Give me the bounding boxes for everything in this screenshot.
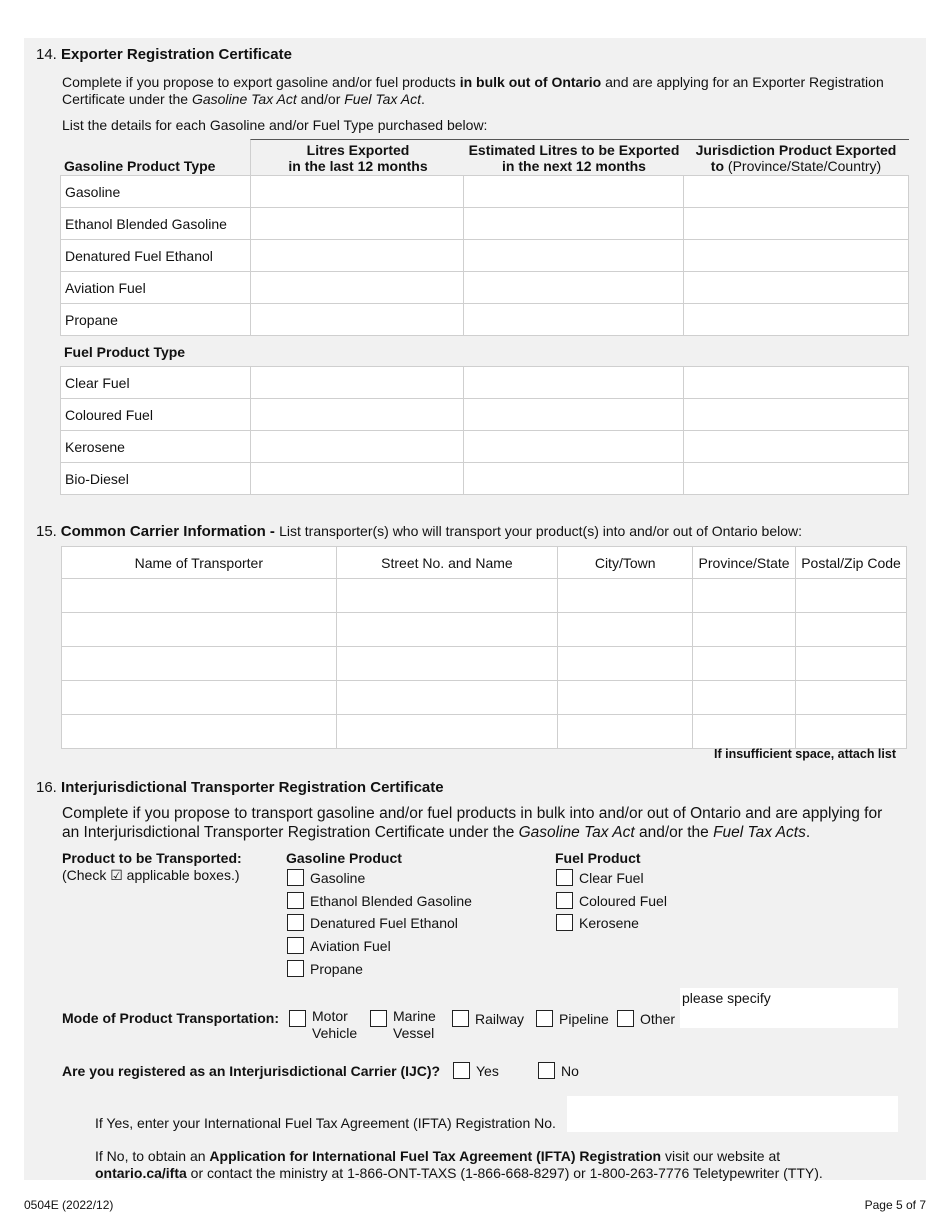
checkbox-coloured-fuel[interactable]: Coloured Fuel xyxy=(556,892,667,909)
estimated-litres-input[interactable] xyxy=(464,208,684,240)
jurisdiction-input[interactable] xyxy=(684,367,909,399)
estimated-litres-input[interactable] xyxy=(464,240,684,272)
col-header-jurisdiction: Jurisdiction Product Exported to (Province/State/Country) xyxy=(695,142,897,174)
checkbox-denatured-fuel-ethanol[interactable]: Denatured Fuel Ethanol xyxy=(287,914,458,931)
table-row xyxy=(62,681,907,715)
fuel-product-table xyxy=(60,366,909,495)
section-16-intro: Complete if you propose to transport gasoline and/or fuel products in bulk into and/or out of Ontario and are applying for an Interjurisdictional Transporter Registration Certificate under the Gasoline Tax Act and/or the Fuel Tax Acts. xyxy=(62,805,883,841)
table-row xyxy=(61,463,909,495)
please-specify-label: please specify xyxy=(682,990,771,1006)
province-input[interactable] xyxy=(693,579,796,613)
checkbox-box[interactable] xyxy=(536,1010,553,1027)
if-no-instructions: If No, to obtain an Application for International Fuel Tax Agreement (IFTA) Registration visit our website at ontario.ca/ifta or contact the ministry at 1-866-ONT-TAXS (1-866-668-8297) or 1-800-263-7776 Teletypewriter (TTY). xyxy=(95,1148,823,1181)
page-number: Page 5 of 7 xyxy=(864,1198,926,1212)
street-input[interactable] xyxy=(336,647,558,681)
province-input[interactable] xyxy=(693,681,796,715)
estimated-litres-input[interactable] xyxy=(464,176,684,208)
row-label-aviation-fuel: Aviation Fuel xyxy=(61,272,251,304)
checkbox-box[interactable] xyxy=(289,1010,306,1027)
checkbox-box[interactable] xyxy=(556,869,573,886)
ijc-question: Are you registered as an Interjurisdictional Carrier (IJC)? xyxy=(62,1063,441,1079)
estimated-litres-input[interactable] xyxy=(464,399,684,431)
fuel-product-heading: Fuel Product xyxy=(555,850,641,866)
table-row xyxy=(62,647,907,681)
litres-exported-input[interactable] xyxy=(251,240,464,272)
checkbox-ijc-no[interactable]: No xyxy=(538,1062,579,1079)
street-input[interactable] xyxy=(336,613,558,647)
city-input[interactable] xyxy=(558,681,693,715)
col-header-postal: Postal/Zip Code xyxy=(796,547,907,579)
litres-exported-input[interactable] xyxy=(251,463,464,495)
jurisdiction-input[interactable] xyxy=(684,208,909,240)
litres-exported-input[interactable] xyxy=(251,272,464,304)
checkbox-other[interactable]: Other xyxy=(617,1010,675,1027)
col-header-transporter-name: Name of Transporter xyxy=(62,547,337,579)
jurisdiction-input[interactable] xyxy=(684,431,909,463)
transporter-name-input[interactable] xyxy=(62,681,337,715)
checkbox-box[interactable] xyxy=(287,960,304,977)
checkbox-box[interactable] xyxy=(287,869,304,886)
checkbox-box[interactable] xyxy=(556,892,573,909)
table-row xyxy=(61,272,909,304)
jurisdiction-input[interactable] xyxy=(684,272,909,304)
litres-exported-input[interactable] xyxy=(251,208,464,240)
checkbox-box[interactable] xyxy=(287,892,304,909)
product-to-transport-label: Product to be Transported: (Check ☑ applicable boxes.) xyxy=(62,850,242,883)
street-input[interactable] xyxy=(336,715,558,749)
transporter-name-input[interactable] xyxy=(62,613,337,647)
litres-exported-input[interactable] xyxy=(251,367,464,399)
checkbox-pipeline[interactable]: Pipeline xyxy=(536,1010,609,1027)
checkbox-kerosene[interactable]: Kerosene xyxy=(556,914,639,931)
litres-exported-input[interactable] xyxy=(251,399,464,431)
checkbox-propane[interactable]: Propane xyxy=(287,960,363,977)
litres-exported-input[interactable] xyxy=(251,176,464,208)
table-row xyxy=(62,579,907,613)
estimated-litres-input[interactable] xyxy=(464,272,684,304)
checkbox-marine-vessel[interactable]: Marine Vessel xyxy=(370,1008,436,1042)
postal-input[interactable] xyxy=(796,613,907,647)
col-header-litres-exported: Litres Exported in the last 12 months xyxy=(288,142,428,174)
table-row xyxy=(61,208,909,240)
table-row xyxy=(61,367,909,399)
col-header-product-type: Gasoline Product Type xyxy=(64,158,216,174)
checkbox-box[interactable] xyxy=(452,1010,469,1027)
litres-exported-input[interactable] xyxy=(251,304,464,336)
checkbox-ethanol-blended-gasoline[interactable]: Ethanol Blended Gasoline xyxy=(287,892,472,909)
estimated-litres-input[interactable] xyxy=(464,431,684,463)
section-title: Common Carrier Information - xyxy=(60,523,280,540)
col-header-estimated-litres: Estimated Litres to be Exported in the next 12 months xyxy=(468,142,680,174)
table-row xyxy=(62,613,907,647)
postal-input[interactable] xyxy=(796,715,907,749)
jurisdiction-input[interactable] xyxy=(684,176,909,208)
table-row xyxy=(61,304,909,336)
table-header-row xyxy=(62,547,907,579)
section-number: 15. xyxy=(36,523,57,540)
checkbox-box[interactable] xyxy=(453,1062,470,1079)
row-label-kerosene: Kerosene xyxy=(61,431,251,463)
section-14-intro: Complete if you propose to export gasoline and/or fuel products in bulk out of Ontario and are applying for an Exporter Registration Certificate under the Gasoline Tax Act and/or Fuel Tax Act. xyxy=(62,74,884,107)
section-16-heading xyxy=(36,779,444,796)
jurisdiction-input[interactable] xyxy=(684,240,909,272)
row-label-gasoline: Gasoline xyxy=(61,176,251,208)
street-input[interactable] xyxy=(336,579,558,613)
col-header-city: City/Town xyxy=(558,547,693,579)
section-subtitle: List transporter(s) who will transport your product(s) into and/or out of Ontario below: xyxy=(279,523,803,539)
ifta-website-link[interactable]: ontario.ca/ifta xyxy=(95,1165,187,1181)
row-label-bio-diesel: Bio-Diesel xyxy=(61,463,251,495)
checkbox-box[interactable] xyxy=(370,1010,387,1027)
table-row xyxy=(62,715,907,749)
litres-exported-input[interactable] xyxy=(251,431,464,463)
gasoline-product-heading: Gasoline Product xyxy=(286,850,402,866)
jurisdiction-input[interactable] xyxy=(684,304,909,336)
section-title: Interjurisdictional Transporter Registration Certificate xyxy=(61,779,444,796)
city-input[interactable] xyxy=(558,715,693,749)
form-id: 0504E (2022/12) xyxy=(24,1198,114,1212)
transporter-name-input[interactable] xyxy=(62,579,337,613)
transporter-name-input[interactable] xyxy=(62,647,337,681)
row-label-clear-fuel: Clear Fuel xyxy=(61,367,251,399)
jurisdiction-input[interactable] xyxy=(684,399,909,431)
checkbox-gasoline[interactable]: Gasoline xyxy=(287,869,365,886)
section-number: 14. xyxy=(36,46,57,63)
table-row xyxy=(61,176,909,208)
estimated-litres-input[interactable] xyxy=(464,463,684,495)
ifta-registration-label: If Yes, enter your International Fuel Tax Agreement (IFTA) Registration No. xyxy=(95,1115,556,1131)
section-title: Exporter Registration Certificate xyxy=(61,46,292,63)
checkbox-box[interactable] xyxy=(617,1010,634,1027)
checkbox-aviation-fuel[interactable]: Aviation Fuel xyxy=(287,937,391,954)
table-row xyxy=(61,240,909,272)
row-label-propane: Propane xyxy=(61,304,251,336)
city-input[interactable] xyxy=(558,647,693,681)
checkbox-box[interactable] xyxy=(538,1062,555,1079)
insufficient-space-note: If insufficient space, attach list xyxy=(714,747,896,761)
checkbox-clear-fuel[interactable]: Clear Fuel xyxy=(556,869,644,886)
ifta-registration-input[interactable] xyxy=(567,1096,898,1132)
postal-input[interactable] xyxy=(796,681,907,715)
checkbox-box[interactable] xyxy=(556,914,573,931)
section-number: 16. xyxy=(36,779,57,796)
section-14-list-instruction: List the details for each Gasoline and/or Fuel Type purchased below: xyxy=(62,117,488,133)
province-input[interactable] xyxy=(693,715,796,749)
row-label-ethanol-blended-gasoline: Ethanol Blended Gasoline xyxy=(61,208,251,240)
street-input[interactable] xyxy=(336,681,558,715)
checkbox-box[interactable] xyxy=(287,914,304,931)
province-input[interactable] xyxy=(693,613,796,647)
col-header-street: Street No. and Name xyxy=(336,547,558,579)
section-15-heading xyxy=(36,523,802,540)
city-input[interactable] xyxy=(558,579,693,613)
postal-input[interactable] xyxy=(796,647,907,681)
mode-of-transportation-label: Mode of Product Transportation: xyxy=(62,1010,279,1026)
postal-input[interactable] xyxy=(796,579,907,613)
common-carrier-table xyxy=(61,546,907,749)
checkbox-box[interactable] xyxy=(287,937,304,954)
col-header-province: Province/State xyxy=(693,547,796,579)
checkbox-railway[interactable]: Railway xyxy=(452,1010,524,1027)
city-input[interactable] xyxy=(558,613,693,647)
province-input[interactable] xyxy=(693,647,796,681)
jurisdiction-input[interactable] xyxy=(684,463,909,495)
section-14-heading xyxy=(36,46,292,63)
table-row xyxy=(61,431,909,463)
checkbox-ijc-yes[interactable]: Yes xyxy=(453,1062,499,1079)
estimated-litres-input[interactable] xyxy=(464,367,684,399)
estimated-litres-input[interactable] xyxy=(464,304,684,336)
fuel-product-type-heading: Fuel Product Type xyxy=(64,344,186,360)
transporter-name-input[interactable] xyxy=(62,715,337,749)
gasoline-product-table xyxy=(60,175,909,336)
row-label-coloured-fuel: Coloured Fuel xyxy=(61,399,251,431)
table-row xyxy=(61,399,909,431)
row-label-denatured-fuel-ethanol: Denatured Fuel Ethanol xyxy=(61,240,251,272)
checkbox-motor-vehicle[interactable]: Motor Vehicle xyxy=(289,1008,357,1042)
